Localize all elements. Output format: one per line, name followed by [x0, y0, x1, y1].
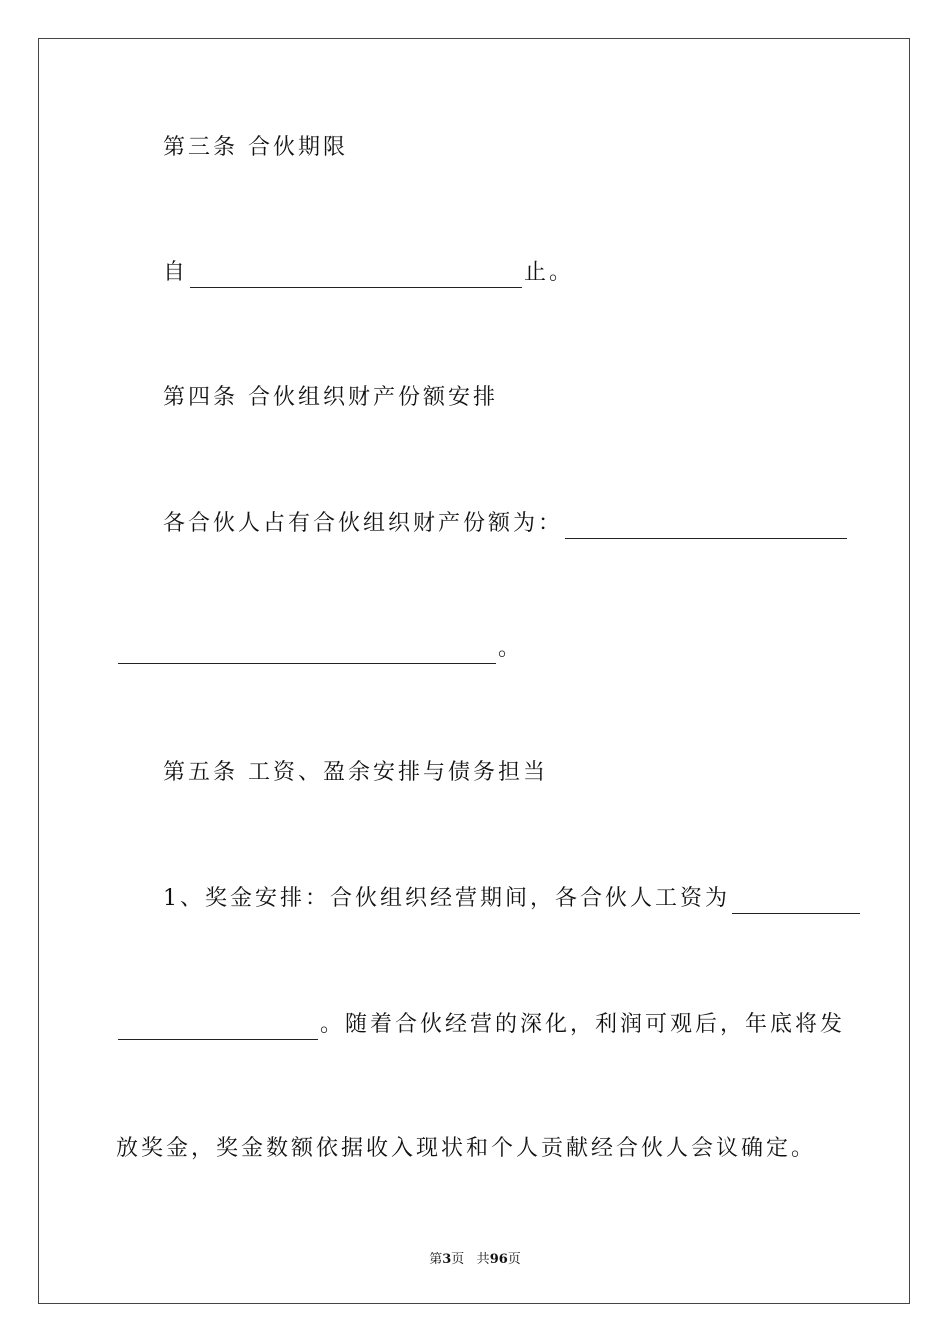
total-prefix: 共 [476, 1252, 490, 1267]
salary-blank-2[interactable] [118, 1017, 318, 1040]
page-number: 3 [442, 1252, 452, 1267]
item1-text-2: 。随着合伙经营的深化，利润可观后，年底将发 [320, 1012, 846, 1037]
total-suffix: 页 [507, 1252, 521, 1267]
page-suffix: 页 [451, 1252, 465, 1267]
page-prefix: 第 [429, 1252, 443, 1267]
article5-item1-line1 [163, 884, 862, 914]
salary-blank-1[interactable] [732, 891, 860, 914]
article4-end: 。 [498, 636, 524, 661]
article5-heading: 第五条 工资、盈余安排与债务担当 [163, 760, 548, 785]
item1-text-1: 1、奖金安排：合伙组织经营期间，各合伙人工资为 [163, 886, 730, 911]
article4-text: 各合伙人占有合伙组织财产份额为： [163, 511, 564, 536]
article5-item1-line3: 放奖金，奖金数额依据收入现状和个人贡献经合伙人会议确定。 [116, 1136, 817, 1161]
share-blank-1[interactable] [565, 516, 847, 539]
share-blank-2[interactable] [118, 641, 496, 664]
term-suffix: 止。 [524, 260, 575, 285]
page-frame [38, 38, 910, 1304]
article4-heading: 第四条 合伙组织财产份额安排 [163, 385, 498, 410]
term-blank[interactable] [190, 265, 522, 288]
article3-heading: 第三条 合伙期限 [163, 135, 348, 160]
article3-term-line [163, 258, 574, 288]
total-pages: 96 [489, 1252, 508, 1267]
article4-continue-line [116, 634, 523, 664]
term-prefix: 自 [163, 260, 189, 285]
page-footer [0, 1248, 950, 1267]
article4-text-line [163, 509, 849, 539]
article5-item1-line2 [116, 1010, 845, 1040]
